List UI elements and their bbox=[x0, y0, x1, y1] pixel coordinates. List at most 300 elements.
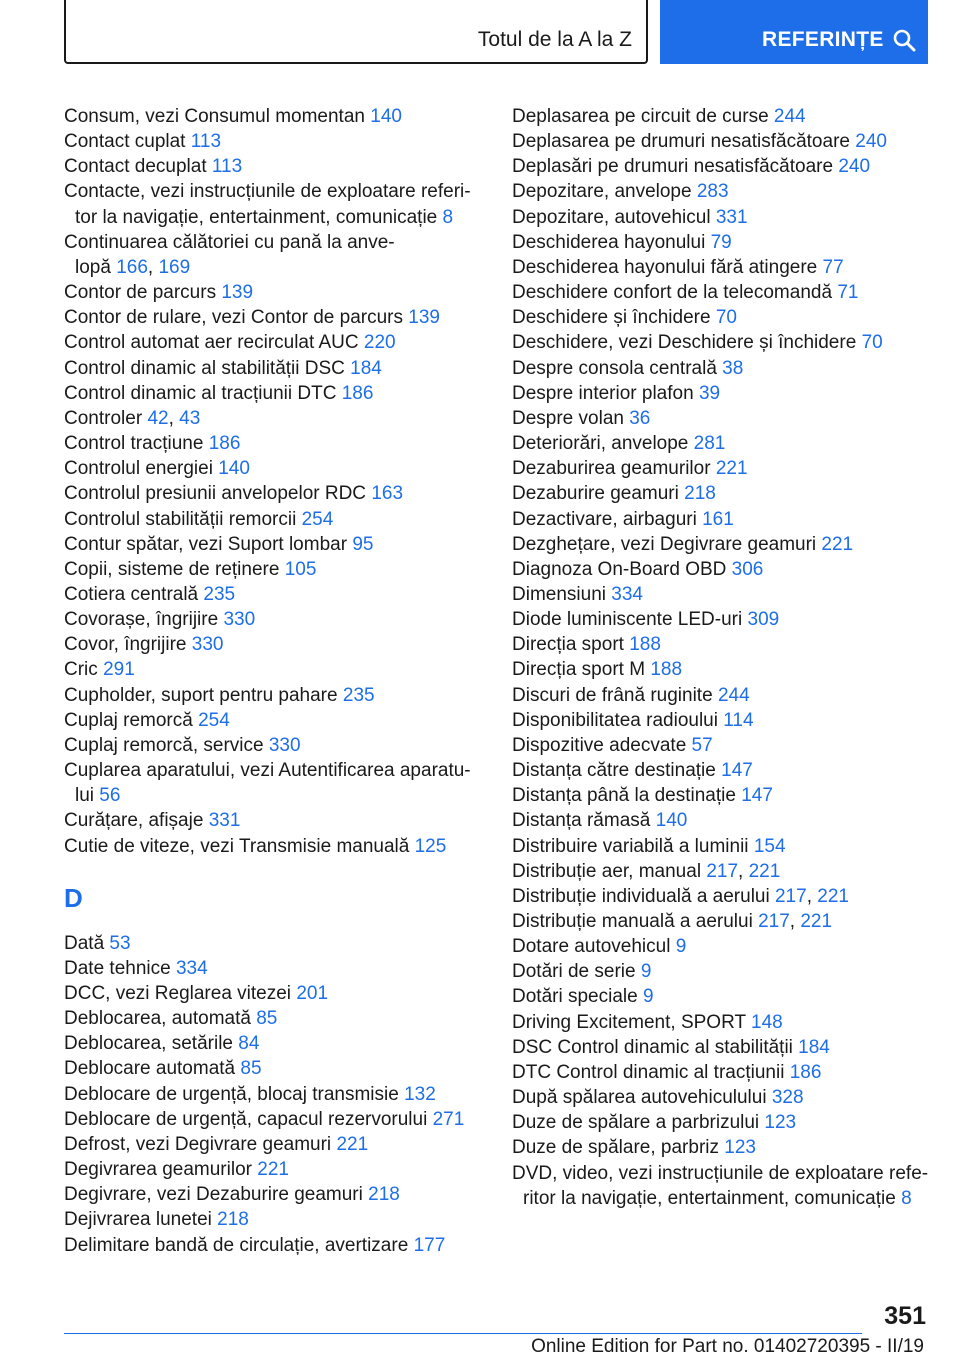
entry-text: Deschidere și închidere bbox=[512, 307, 711, 329]
page-reference-link[interactable]: 140 bbox=[370, 106, 402, 127]
entry-text: Dezaburire geamuri bbox=[512, 483, 679, 505]
page-reference-link[interactable]: 188 bbox=[629, 634, 661, 656]
page-reference-link[interactable]: 57 bbox=[691, 734, 713, 756]
page-reference-link[interactable]: 254 bbox=[198, 709, 230, 731]
index-entry bbox=[64, 981, 484, 1006]
page-reference-link[interactable]: 9 bbox=[675, 936, 687, 958]
page-reference-link[interactable]: 56 bbox=[99, 785, 121, 807]
page-reference-link[interactable]: 184 bbox=[350, 357, 382, 379]
page-reference-link[interactable]: 114 bbox=[723, 709, 754, 731]
entry-text: Control automat aer recirculat AUC bbox=[64, 332, 359, 354]
entry-term bbox=[512, 657, 932, 682]
entry-text: DSC Control dinamic al stabilității bbox=[512, 1036, 793, 1058]
entry-text: Contact cuplat bbox=[64, 131, 186, 153]
entry-term bbox=[512, 984, 932, 1009]
page-reference-link[interactable]: 240 bbox=[838, 156, 871, 178]
entry-text: Cutie de viteze, vezi Transmisie manuală bbox=[64, 835, 410, 857]
index-entry bbox=[64, 582, 484, 607]
entry-term bbox=[512, 280, 932, 305]
index-entry bbox=[64, 481, 484, 506]
index-group-d bbox=[64, 931, 484, 1258]
entry-text: Cric bbox=[64, 659, 98, 681]
page-reference-link[interactable]: 105 bbox=[284, 558, 317, 580]
page-reference-link[interactable]: 244 bbox=[717, 684, 750, 706]
page-reference-link[interactable]: 306 bbox=[731, 558, 764, 580]
entry-text: Dezghețare, vezi Degivrare geamuri bbox=[512, 533, 817, 555]
entry-text: Controlul presiunii anvelopelor RDC bbox=[64, 483, 367, 505]
page-reference-link[interactable]: 218 bbox=[684, 483, 716, 505]
entry-term bbox=[512, 431, 932, 456]
page-reference-link[interactable]: 235 bbox=[203, 583, 236, 605]
entry-term bbox=[512, 683, 932, 708]
page-reference-link[interactable]: 70 bbox=[861, 332, 883, 354]
entry-text: Direcția sport bbox=[512, 634, 624, 656]
entry-term bbox=[64, 758, 484, 783]
entry-text: Driving Excitement, SPORT bbox=[512, 1011, 746, 1033]
page-reference-link[interactable]: 283 bbox=[696, 181, 729, 203]
entry-term bbox=[512, 1085, 932, 1110]
entry-term bbox=[512, 154, 932, 179]
page-reference-link[interactable]: 235 bbox=[342, 684, 375, 706]
entry-text: Cuplaj remorcă bbox=[64, 709, 193, 731]
entry-term: Distribuție individuală a aerului 217, 221 bbox=[512, 885, 849, 907]
entry-text: Deblocarea, automată bbox=[64, 1008, 251, 1030]
entry-term bbox=[512, 381, 932, 406]
entry-term bbox=[512, 557, 932, 582]
entry-term bbox=[64, 557, 484, 582]
page-reference-link[interactable]: 221 bbox=[800, 911, 833, 932]
entry-text: Deblocare de urgență, blocaj transmisie bbox=[64, 1083, 399, 1105]
index-entry bbox=[64, 330, 484, 355]
entry-term bbox=[512, 1060, 932, 1085]
entry-term bbox=[512, 758, 932, 783]
entry-term bbox=[512, 179, 932, 204]
entry-term bbox=[64, 154, 484, 179]
index-entry bbox=[64, 1006, 484, 1031]
index-entry bbox=[512, 1110, 932, 1135]
page-reference-link[interactable]: 221 bbox=[257, 1159, 289, 1181]
entry-term bbox=[64, 381, 484, 406]
page-reference-link[interactable]: 218 bbox=[217, 1209, 249, 1231]
page-reference-link[interactable]: 331 bbox=[208, 810, 241, 832]
entry-term bbox=[64, 657, 484, 682]
index-entry bbox=[64, 507, 484, 532]
entry-term bbox=[64, 1233, 484, 1258]
entry-term bbox=[64, 1056, 484, 1081]
references-tab[interactable] bbox=[660, 0, 928, 64]
page-reference-link[interactable]: 177 bbox=[413, 1234, 446, 1256]
page-header bbox=[64, 0, 928, 66]
page-reference-link[interactable]: 220 bbox=[363, 332, 396, 354]
index-entry bbox=[512, 431, 932, 456]
entry-text: Cotiera centrală bbox=[64, 583, 199, 605]
page-reference-link[interactable]: 36 bbox=[629, 407, 651, 429]
index-entry bbox=[512, 507, 932, 532]
entry-text: Deplasarea pe drumuri nesatisfăcătoare bbox=[512, 131, 850, 153]
page-reference-link[interactable]: 163 bbox=[371, 483, 404, 505]
index-entry bbox=[512, 934, 932, 959]
entry-text: Control tracțiune bbox=[64, 433, 204, 455]
entry-term bbox=[512, 1161, 932, 1186]
entry-text: Dotări de serie bbox=[512, 961, 636, 983]
entry-text: Contor de rulare, vezi Contor de parcurs bbox=[64, 307, 403, 329]
page-reference-link[interactable]: 8 bbox=[442, 206, 454, 228]
index-entry bbox=[64, 1107, 484, 1132]
index-entry bbox=[512, 1161, 932, 1211]
entry-term bbox=[512, 205, 932, 230]
page-number: 351 bbox=[884, 1302, 926, 1330]
page-reference-link[interactable]: 221 bbox=[336, 1133, 369, 1155]
page-reference-link[interactable]: 8 bbox=[901, 1187, 912, 1209]
index-entry bbox=[64, 808, 484, 833]
entry-text: Deplasarea pe circuit de curse bbox=[512, 106, 769, 127]
entry-text: Continuarea călătoriei cu pană la anve‐ bbox=[64, 231, 395, 253]
entry-text: Distribuție individuală a aerului bbox=[512, 885, 770, 907]
entry-term: Distribuție manuală a aerului 217, 221 bbox=[512, 911, 833, 932]
entry-term bbox=[64, 129, 484, 154]
page-reference-link[interactable]: 85 bbox=[240, 1058, 262, 1080]
page-reference-link[interactable]: 201 bbox=[296, 983, 329, 1004]
entry-text: Disponibilitatea radioului bbox=[512, 709, 718, 731]
entry-term bbox=[64, 733, 484, 758]
entry-text: Cuplaj remorcă, service bbox=[64, 734, 264, 756]
page-reference-link[interactable]: 217 bbox=[758, 911, 790, 932]
index-entry bbox=[512, 607, 932, 632]
entry-text: După spălarea autovehiculului bbox=[512, 1087, 767, 1109]
entry-text: Deblocarea, setările bbox=[64, 1033, 233, 1055]
entry-term bbox=[512, 632, 932, 657]
entry-text: Controler bbox=[64, 407, 143, 429]
page-reference-link[interactable]: 77 bbox=[822, 256, 844, 278]
index-entry bbox=[512, 808, 932, 833]
entry-text: Distribuție manuală a aerului bbox=[512, 911, 753, 932]
entry-text: Discuri de frână ruginite bbox=[512, 684, 713, 706]
section-title-tab[interactable] bbox=[64, 0, 648, 64]
entry-term bbox=[64, 683, 484, 708]
entry-term bbox=[512, 507, 932, 532]
index-entry bbox=[512, 1010, 932, 1035]
index-entry bbox=[64, 456, 484, 481]
entry-term bbox=[64, 1082, 484, 1107]
index-entry bbox=[512, 179, 932, 204]
entry-term bbox=[512, 406, 932, 431]
index-entry bbox=[512, 280, 932, 305]
entry-term bbox=[512, 456, 932, 481]
index-entry bbox=[512, 255, 932, 280]
page-reference-link[interactable]: 254 bbox=[301, 508, 334, 530]
page-reference-link[interactable]: 140 bbox=[218, 458, 250, 480]
page-reference-link[interactable]: 330 bbox=[223, 609, 256, 631]
index-entry bbox=[64, 356, 484, 381]
index-entry bbox=[64, 305, 484, 330]
page-reference-link[interactable]: 291 bbox=[103, 659, 135, 681]
index-entry bbox=[64, 607, 484, 632]
index-entry bbox=[64, 683, 484, 708]
entry-term bbox=[64, 582, 484, 607]
entry-text: Contacte, vezi instrucțiunile de exploatare referi‐ bbox=[64, 181, 471, 203]
index-entry bbox=[512, 657, 932, 682]
edition-note: Online Edition for Part no. 01402720395 - II/19 bbox=[531, 1336, 924, 1357]
entry-term bbox=[64, 431, 484, 456]
page-reference-link[interactable]: 186 bbox=[208, 433, 241, 455]
entry-text: Defrost, vezi Degivrare geamuri bbox=[64, 1133, 332, 1155]
entry-text: Curățare, afișaje bbox=[64, 810, 204, 832]
page-reference-link[interactable]: 334 bbox=[611, 583, 643, 605]
index-entry bbox=[512, 1135, 932, 1160]
index-entry bbox=[64, 557, 484, 582]
entry-term bbox=[512, 1010, 932, 1035]
entry-text: lopă bbox=[75, 256, 111, 278]
index-entry bbox=[64, 154, 484, 179]
page-reference-link[interactable]: 70 bbox=[715, 307, 737, 329]
page-reference-link[interactable]: 42 bbox=[147, 407, 169, 429]
page-reference-link[interactable]: 38 bbox=[722, 357, 744, 379]
page-reference-link[interactable]: 84 bbox=[238, 1033, 260, 1055]
entry-term bbox=[512, 934, 932, 959]
entry-term bbox=[64, 456, 484, 481]
page-reference-link[interactable]: 39 bbox=[698, 382, 721, 404]
index-entry bbox=[512, 532, 932, 557]
index-column-right bbox=[512, 104, 932, 1211]
page-reference-link[interactable]: 184 bbox=[798, 1036, 830, 1058]
entry-text: Covor, îngrijire bbox=[64, 634, 187, 656]
index-entry bbox=[64, 1056, 484, 1081]
entry-term: Controler 42, 43 bbox=[64, 407, 201, 429]
index-entry bbox=[512, 582, 932, 607]
page-reference-link[interactable]: 221 bbox=[821, 533, 854, 555]
page-reference-link[interactable]: 113 bbox=[211, 156, 243, 178]
index-entry bbox=[512, 154, 932, 179]
entry-text: Control dinamic al stabilității DSC bbox=[64, 357, 345, 379]
page-reference-link[interactable]: 140 bbox=[655, 810, 688, 832]
entry-text: Deblocare de urgență, capacul rezervorului bbox=[64, 1108, 428, 1130]
entry-text: Distribuire variabilă a luminii bbox=[512, 835, 749, 857]
page-reference-link[interactable]: 147 bbox=[741, 785, 773, 807]
page-reference-link[interactable]: 125 bbox=[414, 835, 447, 857]
entry-term bbox=[512, 808, 932, 833]
entry-term bbox=[64, 607, 484, 632]
entry-text: Distanța rămasă bbox=[512, 810, 651, 832]
entry-term bbox=[64, 1031, 484, 1056]
index-entry bbox=[512, 205, 932, 230]
entry-text: Covorașe, îngrijire bbox=[64, 609, 219, 631]
index-entry bbox=[64, 381, 484, 406]
index-group-d-continued bbox=[512, 104, 932, 1211]
index-entry bbox=[64, 129, 484, 154]
entry-term bbox=[512, 481, 932, 506]
references-label: REFERINȚE bbox=[762, 28, 884, 51]
page-reference-link[interactable]: 221 bbox=[715, 458, 748, 480]
entry-text: Distanța către destinație bbox=[512, 760, 716, 782]
page-reference-link[interactable]: 271 bbox=[432, 1108, 465, 1130]
entry-text: Diode luminiscente LED-uri bbox=[512, 609, 743, 631]
page-reference-link[interactable]: 161 bbox=[702, 508, 734, 530]
entry-text: Dimensiuni bbox=[512, 583, 606, 605]
index-entry bbox=[512, 557, 932, 582]
entry-text: Consum, vezi Consumul momentan bbox=[64, 106, 365, 127]
index-entry bbox=[64, 179, 484, 229]
entry-text: Deteriorări, anvelope bbox=[512, 433, 689, 455]
page-reference-link[interactable]: 123 bbox=[764, 1112, 797, 1134]
entry-text: Copii, sisteme de reținere bbox=[64, 558, 280, 580]
page-reference-link[interactable]: 148 bbox=[751, 1011, 783, 1033]
entry-term bbox=[64, 1132, 484, 1157]
entry-term bbox=[64, 330, 484, 355]
index-entry bbox=[64, 956, 484, 981]
index-entry bbox=[64, 406, 484, 431]
entry-text: Delimitare bandă de circulație, avertizare bbox=[64, 1234, 409, 1256]
entry-text: Duze de spălare, parbriz bbox=[512, 1137, 719, 1159]
page-reference-link[interactable]: 85 bbox=[256, 1008, 278, 1030]
entry-text: Depozitare, anvelope bbox=[512, 181, 692, 203]
entry-term bbox=[64, 356, 484, 381]
page-reference-link[interactable]: 166 bbox=[116, 256, 148, 278]
entry-text: Dotări speciale bbox=[512, 986, 638, 1008]
entry-term bbox=[64, 532, 484, 557]
entry-term bbox=[64, 1182, 484, 1207]
entry-term bbox=[512, 733, 932, 758]
entry-term bbox=[512, 834, 932, 859]
index-entry bbox=[512, 330, 932, 355]
page-reference-link[interactable]: 309 bbox=[747, 609, 780, 631]
entry-text: Deplasări pe drumuri nesatisfăcătoare bbox=[512, 156, 834, 178]
entry-text: Deschiderea hayonului fără atingere bbox=[512, 256, 818, 278]
page-reference-link[interactable]: 79 bbox=[710, 231, 732, 253]
entry-text: Contact decuplat bbox=[64, 156, 207, 178]
page-reference-link[interactable]: 139 bbox=[408, 307, 440, 329]
page-reference-link[interactable]: 9 bbox=[640, 961, 652, 983]
index-entry bbox=[64, 431, 484, 456]
entry-term bbox=[512, 129, 932, 154]
entry-text: Dezaburirea geamurilor bbox=[512, 458, 711, 480]
entry-term bbox=[64, 507, 484, 532]
page-reference-link[interactable]: 139 bbox=[221, 282, 254, 304]
page-reference-link[interactable]: 43 bbox=[179, 407, 201, 429]
section-letter-d: D bbox=[64, 882, 83, 913]
entry-text: Depozitare, autovehicul bbox=[512, 206, 711, 228]
page-reference-link[interactable]: 328 bbox=[771, 1087, 804, 1109]
entry-text: Direcția sport M bbox=[512, 659, 646, 681]
search-icon[interactable] bbox=[892, 28, 916, 52]
entry-text: Controlul energiei bbox=[64, 458, 213, 480]
entry-text: lui bbox=[75, 785, 95, 807]
index-entry bbox=[64, 632, 484, 657]
entry-text: DVD, video, vezi instrucțiunile de exploatare refe‐ bbox=[512, 1162, 929, 1184]
entry-term bbox=[64, 1157, 484, 1182]
entry-text: Dejivrarea lunetei bbox=[64, 1209, 212, 1231]
index-entry bbox=[64, 1157, 484, 1182]
index-entry bbox=[64, 1233, 484, 1258]
entry-text: Cupholder, suport pentru pahare bbox=[64, 684, 338, 706]
index-entry bbox=[64, 1132, 484, 1157]
index-entry bbox=[512, 1085, 932, 1110]
page-reference-link[interactable]: 221 bbox=[817, 885, 849, 907]
entry-text: Deblocare automată bbox=[64, 1058, 236, 1080]
page-reference-link[interactable]: 53 bbox=[109, 932, 131, 954]
index-entry bbox=[512, 104, 932, 129]
index-entry bbox=[64, 1082, 484, 1107]
index-entry bbox=[512, 859, 932, 884]
page-reference-link[interactable]: 281 bbox=[693, 433, 726, 455]
index-entry bbox=[64, 280, 484, 305]
entry-text: Deschidere, vezi Deschidere și închidere bbox=[512, 332, 857, 354]
index-entry bbox=[512, 381, 932, 406]
entry-text: Deschiderea hayonului bbox=[512, 231, 706, 253]
entry-term bbox=[64, 956, 484, 981]
page-reference-link[interactable]: 147 bbox=[721, 760, 753, 782]
section-title: Totul de la A la Z bbox=[477, 28, 632, 51]
page-reference-link[interactable]: 123 bbox=[724, 1137, 756, 1159]
index-entry bbox=[512, 456, 932, 481]
page-reference-link[interactable]: 240 bbox=[855, 131, 887, 153]
page-reference-link[interactable]: 217 bbox=[774, 885, 807, 907]
index-group-c bbox=[64, 104, 484, 859]
page-reference-link[interactable]: 169 bbox=[158, 256, 191, 278]
index-entry bbox=[64, 931, 484, 956]
index-entry bbox=[512, 708, 932, 733]
entry-term-continued bbox=[64, 205, 484, 230]
entry-term bbox=[64, 179, 484, 204]
page-reference-link[interactable]: 331 bbox=[715, 206, 748, 228]
page-reference-link[interactable]: 186 bbox=[789, 1061, 822, 1083]
index-entry bbox=[64, 1207, 484, 1232]
page-reference-link[interactable]: 154 bbox=[753, 835, 786, 857]
entry-term bbox=[64, 632, 484, 657]
page-reference-link[interactable]: 217 bbox=[706, 860, 739, 882]
page-reference-link[interactable]: 113 bbox=[190, 131, 222, 153]
page-reference-link[interactable]: 186 bbox=[341, 382, 374, 404]
page-reference-link[interactable]: 95 bbox=[352, 533, 374, 555]
entry-text: Distribuție aer, manual bbox=[512, 860, 702, 882]
page-reference-link[interactable]: 218 bbox=[368, 1184, 400, 1206]
entry-text: Degivrarea geamurilor bbox=[64, 1159, 252, 1181]
index-entry bbox=[64, 758, 484, 808]
entry-term bbox=[64, 834, 484, 859]
page-reference-link[interactable]: 9 bbox=[642, 986, 654, 1008]
page-reference-link[interactable]: 330 bbox=[268, 734, 301, 756]
footer-divider bbox=[64, 1333, 862, 1334]
entry-text: Despre volan bbox=[512, 407, 624, 429]
entry-term bbox=[64, 305, 484, 330]
entry-term bbox=[64, 104, 484, 129]
entry-term bbox=[512, 230, 932, 255]
page-reference-link[interactable]: 334 bbox=[175, 957, 208, 979]
entry-term bbox=[512, 356, 932, 381]
entry-term bbox=[64, 931, 484, 956]
entry-term bbox=[512, 532, 932, 557]
entry-term-continued bbox=[512, 1186, 932, 1211]
entry-text: Dezactivare, airbaguri bbox=[512, 508, 697, 530]
entry-text: Deschidere confort de la telecomandă bbox=[512, 282, 833, 304]
entry-term bbox=[512, 959, 932, 984]
entry-term bbox=[512, 582, 932, 607]
entry-text: Cuplarea aparatului, vezi Autentificarea aparatu‐ bbox=[64, 760, 471, 782]
index-entry bbox=[512, 783, 932, 808]
page-reference-link[interactable]: 244 bbox=[773, 106, 806, 127]
entry-term bbox=[512, 708, 932, 733]
page-reference-link[interactable]: 132 bbox=[404, 1083, 436, 1105]
entry-text: Contor de parcurs bbox=[64, 282, 217, 304]
page-reference-link[interactable]: 71 bbox=[837, 282, 859, 304]
index-entry bbox=[512, 884, 932, 909]
page-reference-link[interactable]: 188 bbox=[650, 659, 683, 681]
entry-text: Diagnoza On-Board OBD bbox=[512, 558, 727, 580]
page-reference-link[interactable]: 330 bbox=[191, 634, 224, 656]
page-reference-link[interactable]: 221 bbox=[748, 860, 781, 882]
index-entry bbox=[512, 356, 932, 381]
index-entry bbox=[512, 305, 932, 330]
entry-text: Despre consola centrală bbox=[512, 357, 717, 379]
